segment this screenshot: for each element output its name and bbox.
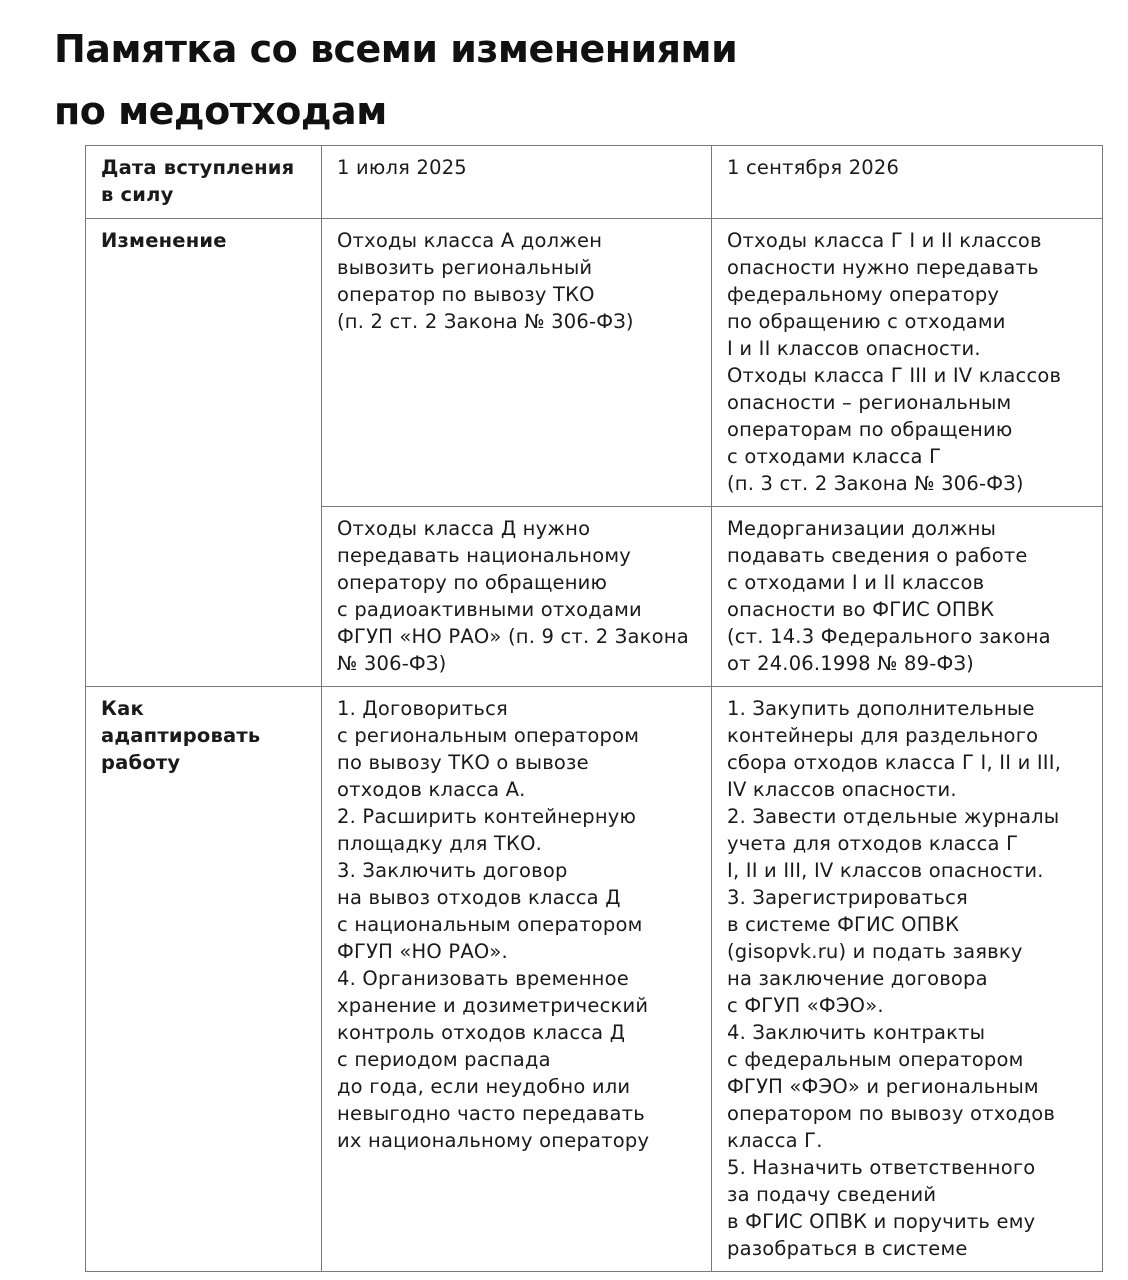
change-class-d-text: Отходы класса Д нужно передавать национальному оператору по обращению с радиоактивными отходами ФГУП «НО РАО» (п. 9 ст. 2 Закона № 306-ФЗ): [337, 517, 689, 675]
change-class-a-text: Отходы класса А должен вывозить региональный оператор по вывозу ТКО (п. 2 ст. 2 Закона № 306-ФЗ): [337, 229, 634, 333]
row-header-change: [86, 219, 322, 687]
row-header-change-text: Изменение: [101, 229, 227, 252]
adapt-steps-2025: [322, 687, 712, 1272]
row-header-effective-date-text: Дата вступления в силу: [101, 156, 295, 206]
change-class-d: [322, 507, 712, 687]
change-class-g-text: Отходы класса Г I и II классов опасности нужно передавать федеральному оператору по обращению с отходами I и II классов опасности. Отходы класса Г III и IV классов опасности – региональным операторам по обращению с отходами класса Г (п. 3 ст. 2 Закона № 306-ФЗ): [727, 229, 1062, 495]
change-fgis-reporting: [712, 507, 1103, 687]
medical-waste-changes-table: [85, 145, 1103, 1272]
effective-date-september-2026-text: 1 сентября 2026: [727, 156, 900, 179]
page-title-line-1: Памятка со всеми изменениями: [54, 27, 738, 71]
change-class-g: [712, 219, 1103, 507]
change-fgis-reporting-text: Медорганизации должны подавать сведения о работе с отходами I и II классов опасности во ФГИС ОПВК (ст. 14.3 Федерального закона от 24.06.1998 № 89-ФЗ): [727, 517, 1051, 675]
change-class-a: [322, 219, 712, 507]
table-row-adapt: [86, 687, 1103, 1272]
adapt-steps-2026-text: 1. Закупить дополнительные контейнеры для раздельного сбора отходов класса Г I, II и III, IV классов опасности. 2. Завести отдельные журналы учета для отходов класса Г I, II и III, IV классов опасности. 3. Зарегистрироваться в системе ФГИС ОПВК (gisopvk.ru) и подать заявку на заключение договора с ФГУП «ФЭО». 4. Заключить контракты с федеральным оператором ФГУП «ФЭО» и региональным оператором по вывозу отходов класса Г. 5. Назначить ответственного за подачу сведений в ФГИС ОПВК и поручить ему разобраться в системе: [727, 697, 1062, 1260]
effective-date-september-2026: [712, 146, 1103, 219]
row-header-adapt: [86, 687, 322, 1272]
adapt-steps-2025-text: 1. Договориться с региональным оператором по вывозу ТКО о вывозе отходов класса А. 2. Расширить контейнерную площадку для ТКО. 3. Заключить договор на вывоз отходов класса Д с национальным оператором ФГУП «НО РАО». 4. Организовать временное хранение и дозиметрический контроль отходов класса Д с периодом распада до года, если неудобно или невыгодно часто передавать их национальному оператору: [337, 697, 650, 1152]
table-row-effective-date: [86, 146, 1103, 219]
row-header-adapt-text: Как адаптировать работу: [101, 697, 261, 774]
effective-date-july-2025: [322, 146, 712, 219]
page-title: [54, 18, 737, 142]
page-title-line-2: по медотходам: [54, 89, 387, 133]
effective-date-july-2025-text: 1 июля 2025: [337, 156, 467, 179]
adapt-steps-2026: [712, 687, 1103, 1272]
table-row-change-1: [86, 219, 1103, 507]
row-header-effective-date: [86, 146, 322, 219]
